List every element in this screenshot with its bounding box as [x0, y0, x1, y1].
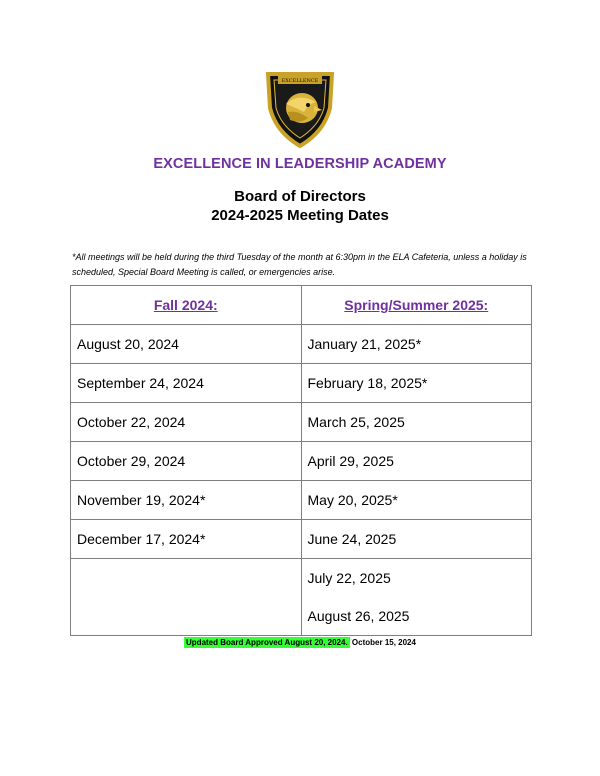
spring-date: March 25, 2025 [301, 403, 532, 442]
school-name: EXCELLENCE IN LEADERSHIP ACADEMY [153, 156, 447, 172]
meeting-schedule-table [70, 285, 532, 636]
meeting-note: *All meetings will be held during the third Tuesday of the month at 6:30pm in the ELA Cafeteria, unless a holiday is scheduled, Special Board Meeting is called, or emergencies arise. [72, 252, 527, 277]
footer-date: October 15, 2024 [351, 638, 416, 647]
fall-date: October 22, 2024 [71, 403, 302, 442]
fall-date: December 17, 2024* [71, 520, 302, 559]
approval-highlight: Updated Board Approved August 20, 2024. [186, 638, 348, 647]
spring-date-pair [301, 559, 532, 636]
page-title: Board of Directors [234, 188, 366, 205]
fall-date: November 19, 2024* [71, 481, 302, 520]
table-row [71, 559, 532, 636]
table-row [71, 364, 532, 403]
table-row [71, 403, 532, 442]
fall-date: October 29, 2024 [71, 442, 302, 481]
footer-updated [0, 638, 600, 647]
spring-date: April 29, 2025 [301, 442, 532, 481]
fall-date-empty [71, 559, 302, 636]
spring-date: August 26, 2025 [307, 608, 410, 624]
column-header-fall: Fall 2024: [71, 286, 302, 325]
table-row [71, 442, 532, 481]
table-header-row [71, 286, 532, 325]
fall-date: September 24, 2024 [71, 364, 302, 403]
spring-date: July 22, 2025 [307, 570, 391, 586]
spring-date: May 20, 2025* [301, 481, 532, 520]
spring-date: January 21, 2025* [301, 325, 532, 364]
fall-date: August 20, 2024 [71, 325, 302, 364]
logo-banner-text: EXCELLENCE [281, 78, 319, 84]
table-row [71, 481, 532, 520]
spring-date: June 24, 2025 [301, 520, 532, 559]
academy-logo [264, 68, 336, 148]
column-header-spring: Spring/Summer 2025: [301, 286, 532, 325]
table-row [71, 520, 532, 559]
spring-date: February 18, 2025* [301, 364, 532, 403]
table-row [71, 325, 532, 364]
page-subtitle: 2024-2025 Meeting Dates [211, 207, 389, 224]
